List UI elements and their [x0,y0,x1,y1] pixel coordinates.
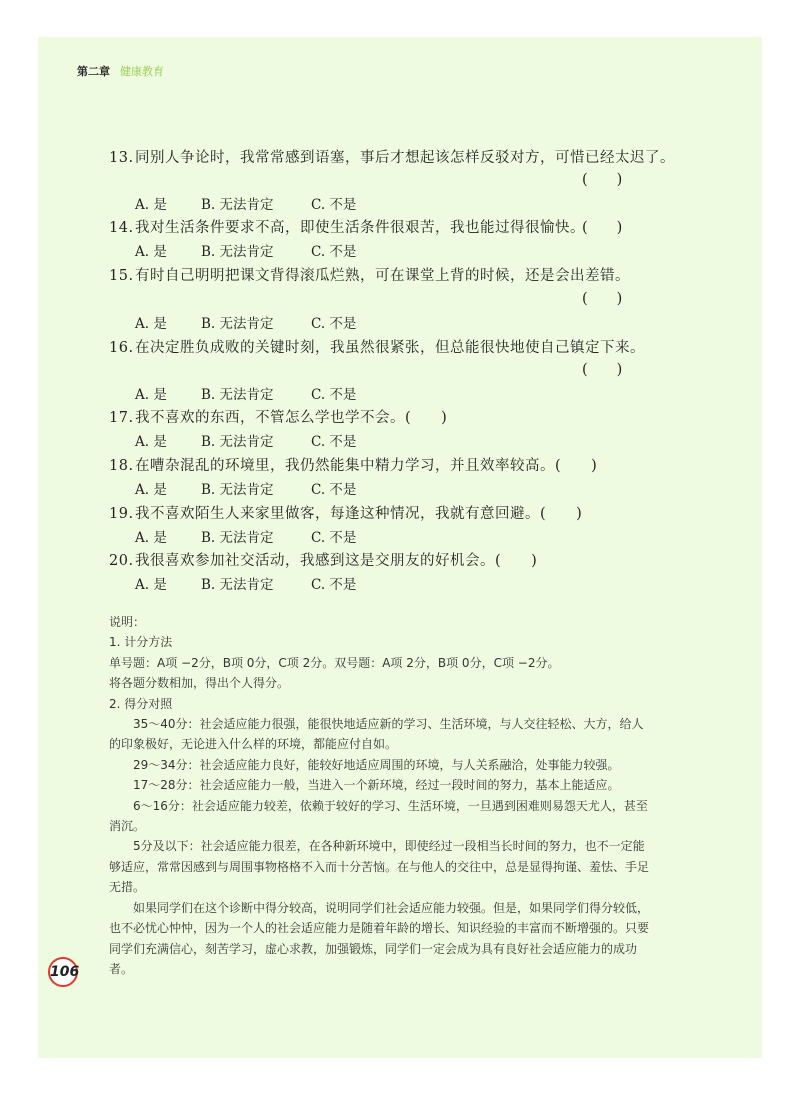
question-text: 在嘈杂混乱的环境里，我仍然能集中精力学习，并且效率较高。( ) [135,458,598,474]
option-a[interactable]: A. 是 [135,482,167,498]
option-a[interactable]: A. 是 [135,530,167,546]
option-b[interactable]: B. 无法肯定 [201,577,274,593]
option-a[interactable]: A. 是 [135,197,167,213]
question-15 [109,264,630,285]
question-19 [109,502,582,523]
score-range-5-below: 5分及以下：社会适应能力很差，在各种新环境中，即使经过一段相当长时间的努力，也不一定能够适应，常常因感到与周围事物格格不入而十分苦恼。在与他人的交往中，总是显得拘谨、羞怯、手足无措。 [109,839,650,895]
option-c[interactable]: C. 不是 [311,244,357,260]
option-b[interactable]: B. 无法肯定 [201,244,274,260]
question-text: 我很喜欢参加社交活动，我感到这是交朋友的好机会。( ) [135,553,538,569]
explanation-section [109,612,649,979]
chapter-header [77,63,164,79]
scoring-method-heading: 1. 计分方法 [109,635,173,650]
options-19 [135,526,391,546]
question-14 [109,216,585,237]
answer-blank[interactable]: ( ) [582,220,623,236]
question-number: 17. [109,410,134,426]
question-number: 13. [109,150,134,166]
score-range-35-40: 35～40分：社会适应能力很强，能很快地适应新的学习、生活环境，与人交往轻松、大方，给人的印象极好，无论进入什么样的环境，都能应付自如。 [109,717,644,752]
question-text: 有时自己明明把课文背得滚瓜烂熟，可在课堂上背的时候，还是会出差错。 [135,268,630,284]
option-a[interactable]: A. 是 [135,244,167,260]
question-number: 20. [109,553,134,569]
question-text: 我对生活条件要求不高，即使生活条件很艰苦，我也能过得很愉快。 [135,220,585,236]
closing-paragraph: 如果同学们在这个诊断中得分较高，说明同学们社会适应能力较强。但是，如果同学们得分较低，也不必忧心忡忡，因为一个人的社会适应能力是随着年龄的增长、知识经验的丰富而不断增强的。只要同学们充满信心，刻苦学习，虚心求教，加强锻炼，同学们一定会成为具有良好社会适应能力的成功者。 [109,900,650,976]
options-17 [135,430,391,450]
option-a[interactable]: A. 是 [135,316,167,332]
option-c[interactable]: C. 不是 [311,577,357,593]
chapter-title: 第二章 [77,65,110,78]
option-b[interactable]: B. 无法肯定 [201,434,274,450]
question-number: 16. [109,340,134,356]
question-number: 19. [109,506,134,522]
option-b[interactable]: B. 无法肯定 [201,197,274,213]
answer-blank[interactable]: ( ) [582,362,623,378]
question-16 [109,336,645,357]
score-range-6-16: 6～16分：社会适应能力较差，依赖于较好的学习、生活环境，一旦遇到困难则易怨天尤人，甚至消沉。 [109,798,648,834]
option-b[interactable]: B. 无法肯定 [201,387,274,403]
score-range-29-34: 29～34分：社会适应能力良好，能较好地适应周围的环境，与人关系融洽，处事能力较强。 [133,757,620,772]
page-number: 106 [48,957,78,987]
score-range-17-28: 17～28分：社会适应能力一般，当进入一个新环境，经过一段时间的努力，基本上能适应。 [133,778,620,793]
options-16 [135,383,391,403]
question-text: 我不喜欢陌生人来家里做客，每逢这种情况，我就有意回避。( ) [135,506,583,522]
answer-blank[interactable]: ( ) [582,172,623,188]
question-18 [109,454,597,475]
option-c[interactable]: C. 不是 [311,434,357,450]
option-b[interactable]: B. 无法肯定 [201,316,274,332]
explanation-title: 说明： [109,615,146,629]
option-c[interactable]: C. 不是 [311,387,357,403]
option-c[interactable]: C. 不是 [311,482,357,498]
question-13 [109,146,675,167]
options-20 [135,573,391,593]
scoring-rule: 单号题：A项 −2分，B项 0分，C项 2分。双号题：A项 2分，B项 0分，C项 −2分。 [109,655,560,670]
option-c[interactable]: C. 不是 [311,530,357,546]
options-13 [135,193,391,213]
question-number: 18. [109,458,134,474]
options-15 [135,312,391,332]
options-14 [135,240,391,260]
question-text: 我不喜欢的东西，不管怎么学也学不会。( ) [135,410,448,426]
question-text: 同别人争论时，我常常感到语塞，事后才想起该怎样反驳对方，可惜已经太迟了。 [135,150,675,166]
question-20 [109,549,537,570]
question-number: 15. [109,268,134,284]
option-a[interactable]: A. 是 [135,577,167,593]
option-c[interactable]: C. 不是 [311,197,357,213]
question-17 [109,406,447,427]
scoring-sum: 将各题分数相加，得出个人得分。 [109,676,290,691]
answer-blank[interactable]: ( ) [582,291,623,307]
option-c[interactable]: C. 不是 [311,316,357,332]
option-a[interactable]: A. 是 [135,387,167,403]
option-b[interactable]: B. 无法肯定 [201,482,274,498]
option-a[interactable]: A. 是 [135,434,167,450]
question-number: 14. [109,220,134,236]
options-18 [135,478,391,498]
question-text: 在决定胜负成败的关键时刻，我虽然很紧张，但总能很快地使自己镇定下来。 [135,340,645,356]
score-reference-heading: 2. 得分对照 [109,696,173,711]
option-b[interactable]: B. 无法肯定 [201,530,274,546]
chapter-subtitle: 健康教育 [120,65,164,78]
